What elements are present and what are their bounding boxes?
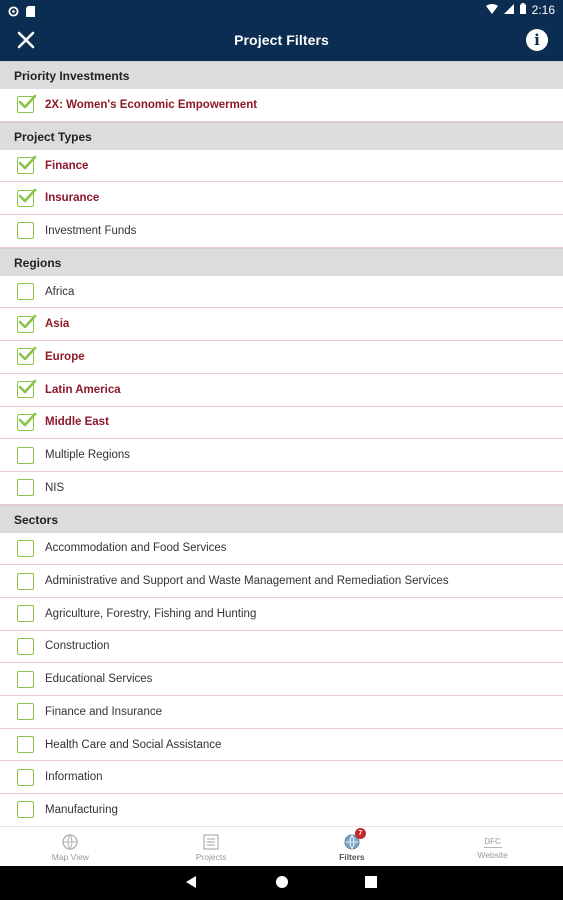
battery-icon (520, 3, 526, 17)
filter-checkbox[interactable] (17, 479, 34, 496)
filter-option-row[interactable] (0, 215, 563, 248)
filters-count-badge: 7 (355, 828, 366, 839)
filter-checkbox[interactable] (17, 381, 34, 398)
filter-checkbox[interactable] (17, 447, 34, 464)
recents-icon[interactable] (365, 876, 377, 888)
checkmark-icon (17, 344, 37, 364)
checkmark-icon (17, 410, 37, 430)
filter-option-label: Information (45, 771, 103, 784)
nav-label: Projects (195, 851, 227, 862)
filter-option-label: Asia (45, 318, 70, 331)
checkmark-icon (17, 377, 37, 397)
nav-label: Map View (51, 851, 89, 862)
filter-option-row[interactable] (0, 794, 563, 826)
filter-checkbox[interactable] (17, 769, 34, 786)
filter-checkbox[interactable] (17, 703, 34, 720)
filter-option-row[interactable] (0, 696, 563, 729)
filter-option-row[interactable] (0, 374, 563, 407)
section-header: Regions (0, 248, 563, 276)
filter-checkbox[interactable] (17, 801, 34, 818)
filter-option-row[interactable] (0, 89, 563, 122)
filter-checkbox[interactable] (17, 157, 34, 174)
filter-option-label: Educational Services (45, 673, 153, 686)
filter-option-label: Europe (45, 350, 85, 363)
filter-option-label: 2X: Women's Economic Empowerment (45, 98, 258, 111)
checkmark-icon (17, 153, 37, 173)
filter-option-label: Administrative and Support and Waste Management and Remediation Services (45, 575, 449, 588)
filter-checkbox[interactable] (17, 605, 34, 622)
filter-checkbox[interactable] (17, 736, 34, 753)
app-bar (0, 22, 563, 61)
filter-checkbox[interactable] (17, 96, 34, 113)
list-icon (202, 834, 220, 850)
filter-checkbox[interactable] (17, 283, 34, 300)
status-bar (0, 0, 563, 22)
filter-checkbox[interactable] (17, 348, 34, 365)
filter-checkbox[interactable] (17, 190, 34, 207)
checkmark-icon (17, 92, 37, 112)
info-icon: i (534, 31, 540, 49)
filter-option-label: Finance and Insurance (45, 705, 162, 718)
nav-projects[interactable] (141, 827, 282, 866)
section-header: Priority Investments (0, 61, 563, 89)
filter-checkbox[interactable] (17, 638, 34, 655)
filter-checkbox[interactable] (17, 414, 34, 431)
nav-filters[interactable] (282, 827, 423, 866)
nav-map-view[interactable] (0, 827, 141, 866)
checkmark-icon (17, 312, 37, 332)
info-button[interactable] (526, 29, 548, 51)
dfc-logo-icon: DFC (484, 836, 501, 846)
filter-checkbox[interactable] (17, 316, 34, 333)
filter-option-label: Insurance (45, 192, 100, 205)
filter-checkbox[interactable] (17, 671, 34, 688)
page-title: Project Filters (234, 32, 329, 48)
section-header: Project Types (0, 122, 563, 150)
filter-option-row[interactable] (0, 407, 563, 440)
filter-option-row[interactable] (0, 533, 563, 566)
filter-option-row[interactable] (0, 308, 563, 341)
globe-icon (61, 834, 79, 850)
back-icon[interactable] (184, 875, 198, 889)
filter-option-row[interactable] (0, 150, 563, 183)
filter-list[interactable] (0, 61, 563, 826)
status-notifications (8, 4, 35, 22)
filter-option-row[interactable] (0, 439, 563, 472)
sd-card-icon (26, 4, 35, 22)
filter-option-row[interactable] (0, 663, 563, 696)
signal-icon (504, 3, 514, 17)
filter-option-row[interactable] (0, 341, 563, 374)
nav-label: Filters (339, 851, 365, 862)
system-nav-bar (0, 866, 563, 900)
checkmark-icon (17, 186, 37, 206)
nav-label: Website (477, 849, 508, 860)
home-icon[interactable] (275, 875, 289, 889)
filter-option-row[interactable] (0, 472, 563, 505)
filter-option-row[interactable] (0, 761, 563, 794)
status-system (486, 3, 555, 17)
filter-option-label: Investment Funds (45, 224, 137, 237)
filter-option-label: Health Care and Social Assistance (45, 738, 222, 751)
filter-checkbox[interactable] (17, 573, 34, 590)
nav-website[interactable] (422, 827, 563, 866)
bottom-nav (0, 826, 563, 866)
filter-option-label: Manufacturing (45, 803, 118, 816)
filter-option-label: Accommodation and Food Services (45, 542, 227, 555)
filter-option-row[interactable] (0, 182, 563, 215)
filter-option-label: Middle East (45, 416, 109, 429)
filter-checkbox[interactable] (17, 222, 34, 239)
filter-option-label: Africa (45, 285, 75, 298)
filter-option-label: Multiple Regions (45, 449, 131, 462)
section-header: Sectors (0, 505, 563, 533)
filter-option-row[interactable] (0, 276, 563, 309)
filter-option-label: NIS (45, 481, 65, 494)
status-time: 2:16 (531, 3, 555, 17)
filter-option-row[interactable] (0, 565, 563, 598)
filter-checkbox[interactable] (17, 540, 34, 557)
filter-option-row[interactable] (0, 598, 563, 631)
filter-option-label: Finance (45, 159, 89, 172)
filter-option-label: Latin America (45, 383, 121, 396)
filter-option-row[interactable] (0, 729, 563, 762)
wifi-icon (486, 3, 498, 17)
filter-option-label: Agriculture, Forestry, Fishing and Hunting (45, 607, 257, 620)
filter-option-label: Construction (45, 640, 110, 653)
settings-notification-icon (8, 4, 19, 22)
filter-option-row[interactable] (0, 631, 563, 664)
